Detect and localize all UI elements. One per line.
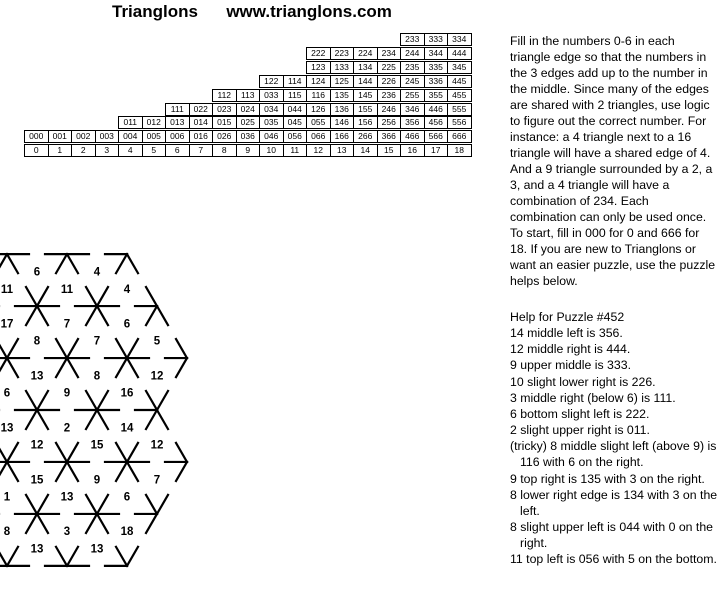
sum-cell: 15 bbox=[377, 144, 402, 157]
combo-cell: 012 bbox=[142, 116, 167, 129]
combo-cell: 455 bbox=[447, 89, 472, 102]
combo-cell: 000 bbox=[24, 130, 49, 143]
edge-stroke bbox=[86, 410, 97, 429]
edge-stroke bbox=[176, 339, 187, 358]
edge-stroke bbox=[37, 495, 48, 514]
combo-cell: 346 bbox=[400, 103, 425, 116]
sum-cell: 7 bbox=[189, 144, 214, 157]
triangle-clue: 9 bbox=[63, 387, 71, 400]
triangle-clue: 5 bbox=[153, 335, 161, 348]
combo-cell: 046 bbox=[259, 130, 284, 143]
edge-stroke bbox=[146, 495, 157, 514]
edge-stroke bbox=[56, 358, 67, 377]
edge-stroke bbox=[97, 306, 108, 325]
combo-cell: 134 bbox=[353, 61, 378, 74]
combo-cell: 025 bbox=[236, 116, 261, 129]
combo-cell: 013 bbox=[165, 116, 190, 129]
combo-cell: 114 bbox=[283, 75, 308, 88]
combo-cell: 355 bbox=[424, 89, 449, 102]
edge-stroke bbox=[56, 254, 67, 273]
puzzle-board bbox=[0, 170, 500, 613]
combo-cell: 456 bbox=[424, 116, 449, 129]
combo-cell: 566 bbox=[424, 130, 449, 143]
edge-stroke bbox=[67, 443, 78, 462]
combo-cell: 556 bbox=[447, 116, 472, 129]
edge-stroke bbox=[97, 410, 108, 429]
combo-cell: 356 bbox=[400, 116, 425, 129]
edge-stroke bbox=[37, 391, 48, 410]
combo-cell: 344 bbox=[424, 47, 449, 60]
triangle-clue: 13 bbox=[90, 543, 104, 556]
edge-stroke bbox=[7, 358, 18, 377]
combo-cell: 044 bbox=[283, 103, 308, 116]
combo-cell: 056 bbox=[283, 130, 308, 143]
edge-stroke bbox=[146, 391, 157, 410]
triangle-clue: 8 bbox=[93, 370, 101, 383]
combo-cell: 234 bbox=[377, 47, 402, 60]
combo-cell: 345 bbox=[447, 61, 472, 74]
combo-cell: 256 bbox=[377, 116, 402, 129]
combo-cell: 016 bbox=[189, 130, 214, 143]
combo-cell: 156 bbox=[353, 116, 378, 129]
edge-stroke bbox=[97, 391, 108, 410]
triangle-clue: 16 bbox=[120, 387, 134, 400]
edge-stroke bbox=[116, 358, 127, 377]
combo-cell: 122 bbox=[259, 75, 284, 88]
combo-cell: 555 bbox=[447, 103, 472, 116]
edge-stroke bbox=[0, 339, 7, 358]
combo-cell: 233 bbox=[400, 33, 425, 46]
triangle-clue: 2 bbox=[63, 422, 71, 435]
triangle-clue: 13 bbox=[0, 422, 14, 435]
sum-cell: 3 bbox=[95, 144, 120, 157]
edge-stroke bbox=[176, 358, 187, 377]
combo-cell: 055 bbox=[306, 116, 331, 129]
edge-stroke bbox=[37, 306, 48, 325]
edge-stroke bbox=[56, 339, 67, 358]
sum-cell: 17 bbox=[424, 144, 449, 157]
triangle-clue: 12 bbox=[150, 370, 164, 383]
edge-stroke bbox=[97, 514, 108, 533]
edge-stroke bbox=[7, 462, 18, 481]
edge-stroke bbox=[56, 547, 67, 566]
edge-stroke bbox=[56, 462, 67, 481]
combo-cell: 136 bbox=[330, 103, 355, 116]
help-hint: 10 slight lower right is 226. bbox=[510, 374, 656, 389]
combo-cell: 001 bbox=[48, 130, 73, 143]
help-hint: 9 top right is 135 with 3 on the right. bbox=[510, 471, 705, 486]
combo-cell: 126 bbox=[306, 103, 331, 116]
combo-cell: 666 bbox=[447, 130, 472, 143]
combo-cell: 024 bbox=[236, 103, 261, 116]
edge-stroke bbox=[176, 443, 187, 462]
edge-stroke bbox=[116, 547, 127, 566]
help-hint: (tricky) 8 middle slight left (above 9) is 116 with 6 on the right. bbox=[510, 439, 717, 470]
triangle-clue: 15 bbox=[90, 439, 104, 452]
edge-stroke bbox=[146, 306, 157, 325]
triangle-clue: 4 bbox=[123, 283, 131, 296]
combo-cell: 155 bbox=[353, 103, 378, 116]
instructions-text: Fill in the numbers 0-6 in each triangle edge so that the numbers in the 3 edges add up to the number in the middle. Since many of the edges are shared with 2 triangles, use logic to figure out the correct number. For instance: a 4 triangle next to a 16 triangle will have a shared edge of 4. And a 9 triangle surrounded by a 2, a 3, and a 4 triangle will have a combination of 234. Each combination can only be used once. To start, fill in 000 for 0 and 666 for 18. If you are new to Trianglons or want an easier puzzle, use the puzzle helps below. bbox=[510, 34, 716, 288]
triangle-clue: 13 bbox=[30, 370, 44, 383]
edge-stroke bbox=[26, 287, 37, 306]
triangle-clue: 3 bbox=[63, 526, 71, 539]
edge-stroke bbox=[116, 254, 127, 273]
edge-marks bbox=[0, 254, 187, 566]
edge-stroke bbox=[26, 306, 37, 325]
triangle-clue: 18 bbox=[120, 526, 134, 539]
edge-stroke bbox=[67, 462, 78, 481]
triangle-clue: 17 bbox=[0, 318, 14, 331]
triangle-clue: 9 bbox=[93, 474, 101, 487]
site-url[interactable]: www.trianglons.com bbox=[226, 2, 392, 21]
combo-cell: 123 bbox=[306, 61, 331, 74]
edge-stroke bbox=[127, 339, 138, 358]
combo-cell: 145 bbox=[353, 89, 378, 102]
combo-cell: 266 bbox=[353, 130, 378, 143]
sum-cell: 12 bbox=[306, 144, 331, 157]
edge-stroke bbox=[7, 339, 18, 358]
edge-stroke bbox=[116, 443, 127, 462]
edge-stroke bbox=[0, 547, 7, 566]
combo-cell: 023 bbox=[212, 103, 237, 116]
combo-cell: 006 bbox=[165, 130, 190, 143]
triangle-clue: 7 bbox=[93, 335, 101, 348]
sum-cell: 10 bbox=[259, 144, 284, 157]
combo-cell: 045 bbox=[283, 116, 308, 129]
help-hint: 9 upper middle is 333. bbox=[510, 358, 631, 373]
triangle-clue: 8 bbox=[3, 526, 11, 539]
triangle-clue: 13 bbox=[30, 543, 44, 556]
combo-cell: 223 bbox=[330, 47, 355, 60]
combo-cell: 335 bbox=[424, 61, 449, 74]
combo-cell: 255 bbox=[400, 89, 425, 102]
combo-cell: 133 bbox=[330, 61, 355, 74]
combo-cell: 111 bbox=[165, 103, 190, 116]
sum-cell: 0 bbox=[24, 144, 49, 157]
triangle-clue: 8 bbox=[33, 335, 41, 348]
edge-stroke bbox=[176, 462, 187, 481]
triangle-clue: 6 bbox=[33, 266, 41, 279]
sum-cell: 8 bbox=[212, 144, 237, 157]
combo-cell: 446 bbox=[424, 103, 449, 116]
triangle-clue: 12 bbox=[30, 439, 44, 452]
combo-cell: 245 bbox=[400, 75, 425, 88]
combo-cell: 011 bbox=[118, 116, 143, 129]
triangle-clue: 6 bbox=[123, 318, 131, 331]
edge-stroke bbox=[26, 514, 37, 533]
sum-cell: 9 bbox=[236, 144, 261, 157]
edge-stroke bbox=[0, 358, 7, 377]
edge-stroke bbox=[26, 391, 37, 410]
edge-stroke bbox=[116, 462, 127, 481]
triangle-clue: 7 bbox=[153, 474, 161, 487]
triangle-clue: 7 bbox=[63, 318, 71, 331]
sum-cell: 11 bbox=[283, 144, 308, 157]
edge-stroke bbox=[127, 443, 138, 462]
combo-cell: 336 bbox=[424, 75, 449, 88]
combo-cell: 004 bbox=[118, 130, 143, 143]
edge-stroke bbox=[86, 391, 97, 410]
combo-cell: 015 bbox=[212, 116, 237, 129]
combo-cell: 225 bbox=[377, 61, 402, 74]
edge-stroke bbox=[0, 254, 7, 273]
combo-cell: 236 bbox=[377, 89, 402, 102]
help-heading: Help for Puzzle #452 bbox=[510, 310, 625, 324]
combo-cell: 222 bbox=[306, 47, 331, 60]
combination-table bbox=[0, 0, 500, 170]
combo-cell: 444 bbox=[447, 47, 472, 60]
combo-cell: 066 bbox=[306, 130, 331, 143]
combo-cell: 003 bbox=[95, 130, 120, 143]
edge-stroke bbox=[157, 306, 168, 325]
sum-cell: 6 bbox=[165, 144, 190, 157]
triangle-clue: 6 bbox=[123, 491, 131, 504]
combo-cell: 235 bbox=[400, 61, 425, 74]
edge-stroke bbox=[86, 306, 97, 325]
triangle-clue: 11 bbox=[60, 283, 74, 296]
sum-cell: 13 bbox=[330, 144, 355, 157]
combo-cell: 035 bbox=[259, 116, 284, 129]
edge-stroke bbox=[7, 547, 18, 566]
help-panel bbox=[510, 309, 718, 568]
combo-cell: 034 bbox=[259, 103, 284, 116]
combo-cell: 246 bbox=[377, 103, 402, 116]
edge-stroke bbox=[127, 547, 138, 566]
combo-cell: 244 bbox=[400, 47, 425, 60]
combo-cell: 005 bbox=[142, 130, 167, 143]
help-hint: 3 middle right (below 6) is 111. bbox=[510, 390, 676, 405]
combo-cell: 466 bbox=[400, 130, 425, 143]
sum-cell: 2 bbox=[71, 144, 96, 157]
combo-cell: 022 bbox=[189, 103, 214, 116]
sum-cell: 18 bbox=[447, 144, 472, 157]
edge-stroke bbox=[67, 254, 78, 273]
edge-stroke bbox=[127, 462, 138, 481]
sum-cell: 4 bbox=[118, 144, 143, 157]
help-hint: 6 bottom slight left is 222. bbox=[510, 406, 650, 421]
combo-cell: 144 bbox=[353, 75, 378, 88]
edge-stroke bbox=[67, 547, 78, 566]
combo-cell: 334 bbox=[447, 33, 472, 46]
triangle-clue: 1 bbox=[3, 491, 11, 504]
combo-cell: 226 bbox=[377, 75, 402, 88]
edge-stroke bbox=[116, 339, 127, 358]
combo-cell: 146 bbox=[330, 116, 355, 129]
help-hint: 12 middle right is 444. bbox=[510, 342, 631, 357]
edge-stroke bbox=[0, 443, 7, 462]
combo-cell: 026 bbox=[212, 130, 237, 143]
edge-stroke bbox=[97, 495, 108, 514]
combo-cell: 115 bbox=[283, 89, 308, 102]
edge-stroke bbox=[127, 358, 138, 377]
help-hint: 8 slight upper left is 044 with 0 on the right. bbox=[510, 520, 714, 551]
site-title: Trianglons bbox=[112, 2, 198, 21]
combo-cell: 116 bbox=[306, 89, 331, 102]
edge-stroke bbox=[0, 462, 7, 481]
edge-stroke bbox=[157, 495, 168, 514]
triangle-clue: 15 bbox=[30, 474, 44, 487]
edge-stroke bbox=[37, 410, 48, 429]
help-hint: 11 top left is 056 with 5 on the bottom. bbox=[510, 552, 717, 567]
edge-stroke bbox=[157, 410, 168, 429]
combo-cell: 112 bbox=[212, 89, 237, 102]
combo-cell: 113 bbox=[236, 89, 261, 102]
triangle-clue: 4 bbox=[93, 266, 101, 279]
combo-cell: 033 bbox=[259, 89, 284, 102]
combo-cell: 366 bbox=[377, 130, 402, 143]
sum-cell: 1 bbox=[48, 144, 73, 157]
edge-stroke bbox=[7, 443, 18, 462]
sum-cell: 14 bbox=[353, 144, 378, 157]
combo-cell: 135 bbox=[330, 89, 355, 102]
edge-stroke bbox=[67, 339, 78, 358]
edge-stroke bbox=[26, 410, 37, 429]
sum-cell: 5 bbox=[142, 144, 167, 157]
edge-stroke bbox=[26, 495, 37, 514]
combo-cell: 445 bbox=[447, 75, 472, 88]
edge-stroke bbox=[146, 287, 157, 306]
triangle-clue: 14 bbox=[120, 422, 134, 435]
edge-stroke bbox=[67, 358, 78, 377]
edge-stroke bbox=[7, 254, 18, 273]
edge-stroke bbox=[56, 443, 67, 462]
edge-stroke bbox=[86, 495, 97, 514]
edge-stroke bbox=[86, 287, 97, 306]
triangle-clue: 12 bbox=[150, 439, 164, 452]
edge-stroke bbox=[37, 287, 48, 306]
combo-cell: 125 bbox=[330, 75, 355, 88]
triangle-clue: 13 bbox=[60, 491, 74, 504]
triangle-clue: 11 bbox=[0, 283, 14, 296]
edge-stroke bbox=[127, 254, 138, 273]
edge-stroke bbox=[37, 514, 48, 533]
edge-stroke bbox=[146, 514, 157, 533]
edge-stroke bbox=[97, 287, 108, 306]
help-hint: 2 slight upper right is 011. bbox=[510, 423, 650, 438]
edge-stroke bbox=[146, 410, 157, 429]
help-hint: 8 lower right edge is 134 with 3 on the left. bbox=[510, 487, 718, 518]
combo-cell: 014 bbox=[189, 116, 214, 129]
help-hint: 14 middle left is 356. bbox=[510, 326, 623, 341]
combo-cell: 224 bbox=[353, 47, 378, 60]
combo-cell: 036 bbox=[236, 130, 261, 143]
combo-cell: 333 bbox=[424, 33, 449, 46]
combo-cell: 002 bbox=[71, 130, 96, 143]
sum-cell: 16 bbox=[400, 144, 425, 157]
triangle-clue: 6 bbox=[3, 387, 11, 400]
edge-stroke bbox=[86, 514, 97, 533]
combo-cell: 166 bbox=[330, 130, 355, 143]
combo-cell: 124 bbox=[306, 75, 331, 88]
edge-stroke bbox=[157, 391, 168, 410]
